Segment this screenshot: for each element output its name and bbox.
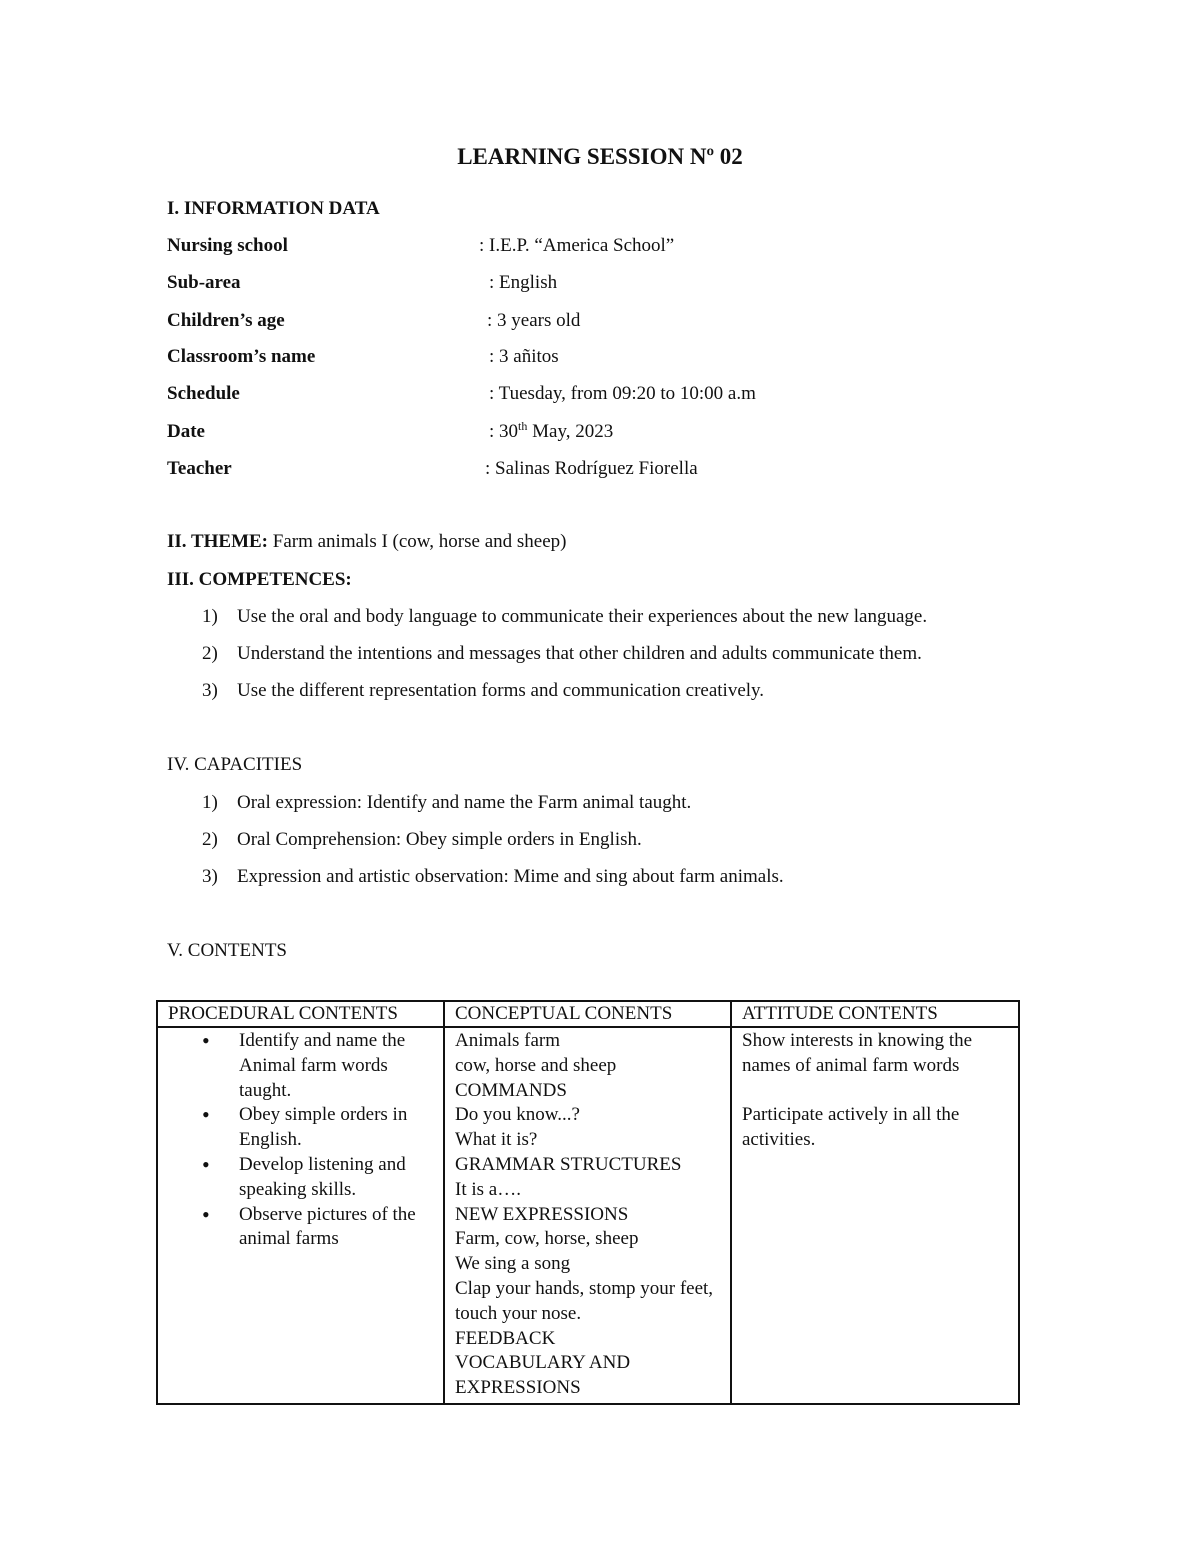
- conceptual-line: It is a….: [455, 1178, 521, 1200]
- competence-number: 1): [202, 606, 218, 627]
- attitude-spacer: [742, 1079, 1009, 1104]
- procedural-cell: [157, 1027, 444, 1404]
- conceptual-line: GRAMMAR STRUCTURES: [455, 1153, 682, 1175]
- competence-number: 2): [202, 643, 218, 664]
- procedural-bullet-item: • Develop listening and speaking skills.: [239, 1153, 434, 1203]
- info-value-date: [489, 420, 613, 444]
- conceptual-line: Animals farm: [455, 1030, 561, 1051]
- section-heading-competences: III. COMPETENCES:: [167, 569, 352, 590]
- capacity-item: Oral Comprehension: Obey simple orders in English.: [237, 829, 642, 850]
- info-label-sub-area: Sub-area: [167, 272, 241, 293]
- conceptual-line: COMMANDS: [455, 1079, 567, 1101]
- date-day-suffix: th: [518, 419, 528, 433]
- info-label-classroom-name: Classroom’s name: [167, 346, 316, 367]
- competence-item: Use the different representation forms and communication creatively.: [237, 680, 765, 701]
- info-value-sub-area: : English: [489, 272, 558, 293]
- conceptual-line: FEEDBACK: [455, 1327, 556, 1349]
- info-value-teacher: : Salinas Rodríguez Fiorella: [485, 458, 698, 479]
- attitude-cell: [731, 1027, 1019, 1404]
- capacity-number: 2): [202, 829, 218, 850]
- conceptual-line: cow, horse and sheep: [455, 1054, 617, 1076]
- procedural-list: [168, 1029, 434, 1252]
- capacity-number: 3): [202, 866, 218, 887]
- competence-item: Understand the intentions and messages that other children and adults communicate them.: [237, 643, 922, 664]
- capacity-item: Oral expression: Identify and name the Farm animal taught.: [237, 792, 692, 813]
- info-label-schedule: Schedule: [167, 383, 240, 404]
- info-value-classroom-name: : 3 añitos: [489, 346, 559, 367]
- competence-item: Use the oral and body language to communicate their experiences about the new language.: [237, 606, 928, 627]
- conceptual-line: Do you know...?: [455, 1104, 580, 1126]
- table-row: [157, 1027, 1019, 1404]
- info-value-schedule: : Tuesday, from 09:20 to 10:00 a.m: [489, 383, 756, 404]
- procedural-bullet-item: • Obey simple orders in English.: [239, 1103, 434, 1153]
- theme-value: Farm animals I (cow, horse and sheep): [268, 531, 567, 552]
- conceptual-cell: [444, 1027, 731, 1404]
- capacity-number: 1): [202, 792, 218, 813]
- info-value-nursing-school: : I.E.P. “America School”: [479, 235, 675, 256]
- header-procedural-contents: PROCEDURAL CONTENTS: [157, 1001, 444, 1027]
- date-day: : 30: [489, 421, 519, 442]
- conceptual-line: Clap your hands, stomp your feet, touch your nose.: [455, 1277, 714, 1324]
- table-header-row: [157, 1001, 1019, 1027]
- theme-line: [167, 530, 566, 554]
- contents-table: [156, 1000, 1020, 1405]
- section-heading-information: I. INFORMATION DATA: [167, 198, 380, 219]
- conceptual-line: We sing a song: [455, 1253, 571, 1275]
- conceptual-line: VOCABULARY AND EXPRESSIONS: [455, 1352, 631, 1399]
- date-month-year: May, 2023: [527, 421, 614, 442]
- conceptual-line: Farm, cow, horse, sheep: [455, 1228, 639, 1250]
- info-label-nursing-school: Nursing school: [167, 235, 288, 256]
- info-label-teacher: Teacher: [167, 458, 232, 479]
- info-value-childrens-age: : 3 years old: [487, 310, 581, 331]
- header-conceptual-contents: CONCEPTUAL CONENTS: [444, 1001, 731, 1027]
- header-attitude-contents: ATTITUDE CONTENTS: [731, 1001, 1019, 1027]
- attitude-line: Show interests in knowing the names of animal farm words: [742, 1030, 973, 1076]
- conceptual-line: What it is?: [455, 1129, 538, 1151]
- section-heading-capacities: IV. CAPACITIES: [167, 754, 303, 775]
- document-title: LEARNING SESSION Nº 02: [457, 144, 743, 169]
- info-label-childrens-age: Children’s age: [167, 310, 285, 331]
- procedural-bullet-item: • Observe pictures of the animal farms: [239, 1203, 434, 1253]
- capacity-item: Expression and artistic observation: Mime and sing about farm animals.: [237, 866, 784, 887]
- conceptual-line: NEW EXPRESSIONS: [455, 1203, 629, 1225]
- section-heading-contents: V. CONTENTS: [167, 940, 287, 961]
- attitude-line: Participate actively in all the activities.: [742, 1104, 960, 1151]
- competence-number: 3): [202, 680, 218, 701]
- procedural-bullet-item: • Identify and name the Animal farm words taught.: [239, 1029, 434, 1103]
- theme-label: II. THEME:: [167, 531, 269, 552]
- info-label-date: Date: [167, 421, 205, 442]
